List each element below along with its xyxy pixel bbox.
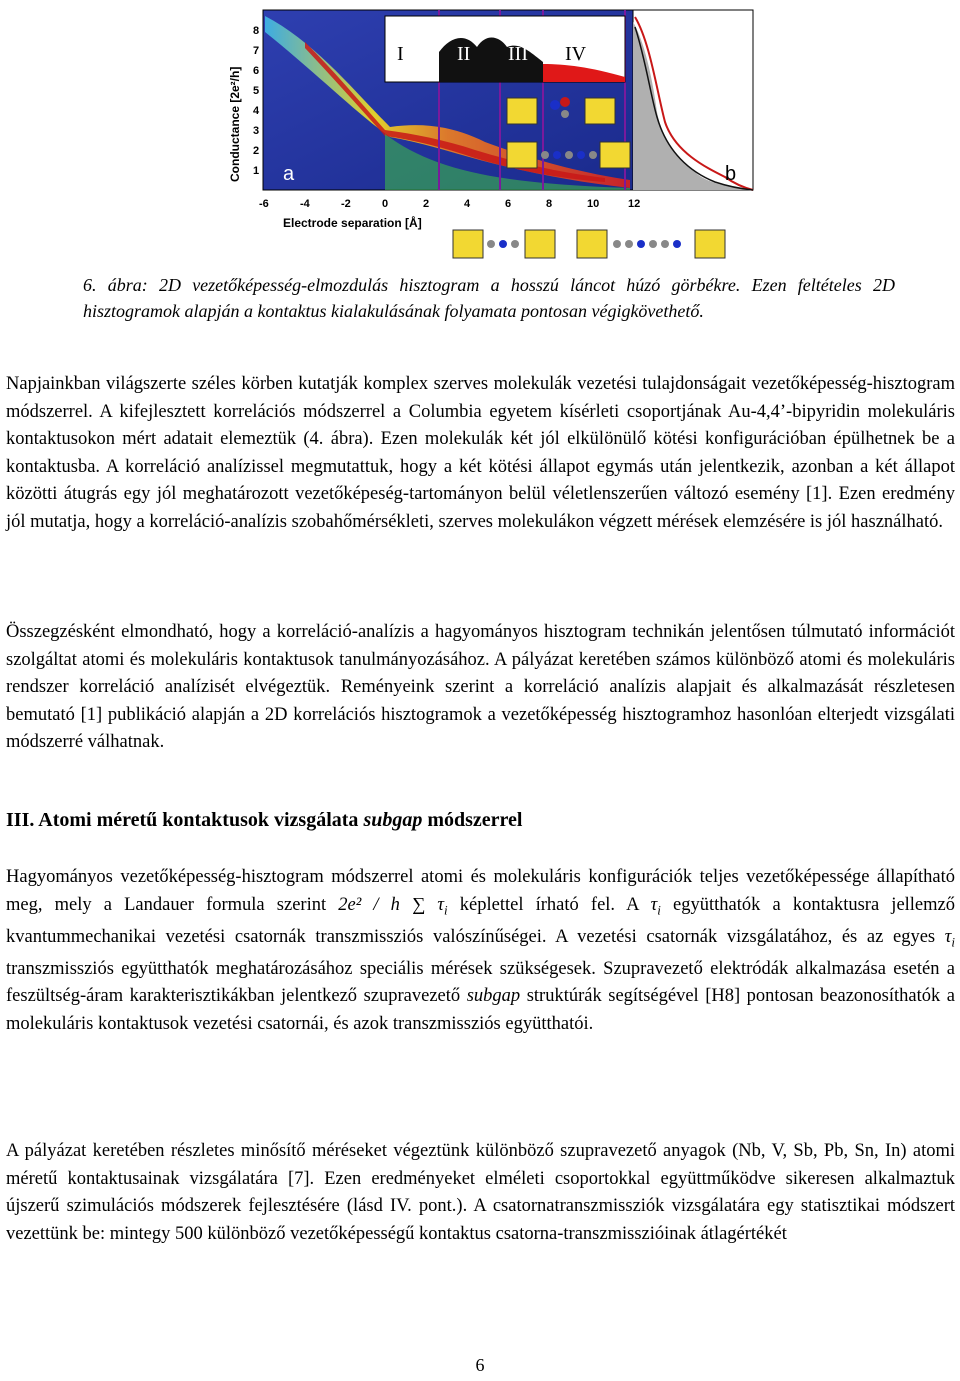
y-tick-label: 4 [253,105,260,117]
electrode-schematic-bottom-right [577,230,725,258]
y-tick-label: 7 [253,45,260,57]
x-tick-label: 8 [546,198,553,210]
x-tick-label: 12 [628,198,641,210]
landauer-formula: 2e² / h ∑ $\tau_i$ [338,894,448,918]
x-tick-label: 4 [464,198,471,210]
region-label-3: III [508,43,528,65]
y-tick-label: 6 [253,65,260,77]
y-tick-label: 1 [253,165,260,177]
paragraph-summary: Összegzésként elmondható, hogy a korreláció-analízis a hagyományos hisztogram technikán jelentősen túlmutató információt szolgáltat atomi és molekuláris kontaktusok tanulmányozásához. A pályázat keretében számos különböző atomi és molekuláris rendszer korreláció analízisét elvégeztük. Reményeink szerint a korreláció analízis alapjait és alkalmazását részletesen bemutató [1] publikáció alapján a 2D korrelációs hisztogramok a vezetőképesség hisztogramhoz hasonlóan elterjedt vizsgálati módszerré válhatnak. [6,622,955,752]
x-tick-label: 0 [382,198,389,210]
x-tick-label: -4 [300,198,310,210]
panel-label-a: a [283,163,295,185]
figure-caption: 6. ábra: 2D vezetőképesség-elmozdulás hisztogram a hosszú láncot húzó görbékre. Ezen feltételes 2D hisztogramok alapján a kontaktus kialakulásának folyamata pontosan végigkövethető. [83,275,895,321]
panel-label-b: b [725,163,737,185]
x-tick-label: 6 [505,198,512,210]
y-tick-label: 8 [253,25,260,37]
x-tick-label: -2 [341,198,351,210]
region-label-1: I [397,43,404,65]
region-label-4: IV [565,43,587,65]
y-tick-label: 5 [253,85,260,97]
section-heading: III. Atomi méretű kontaktusok vizsgálata subgap módszerrel [6,809,523,831]
paragraph-bipyridin: Napjainkban világszerte széles körben kutatják komplex szerves molekulák vezetési tulajdonságait vezetőképesség-hisztogram módszerrel. A kifejlesztett korrelációs módszerrel a Columbia egyetem kísérleti csoportjának Au-4,4’-bipyridin molekuláris kontaktusokon mért adatait elemeztük (4. ábra). Ezen molekulák két jól elkülönülő kötési konfigurációban épülhetnek be a kontaktusba. A korreláció analízissel megmutattuk, hogy a két kötési állapot egymás után jelentkezik, azonban a két állapot közötti átugrás egy jól meghatározott vezetőképeség-tartományon belül véletlenszerűen változó esemény [1]. Ezen eredmény jól mutatja, hogy a korreláció-analízis szobahőmérsékleti, szerves molekulákon végzett mérések elemzésére is jól használható. [6,374,955,532]
paragraph-superconductor: A pályázat keretében részletes minősítő méréseket végeztünk különböző szupravezető anyagok (Nb, V, Sb, Pb, Sn, In) atomi méretű kontaktusainak vizsgálatára [7]. Ezen eredményeket elméleti csoportokkal együttműködve sikeresen alkalmaztuk újszerű szimulációs módszerek fejlesztésére (lásd IV. pont.). A csatornatranszmissziók vizsgálatára egy statisztikai módszert vezettünk be: mintegy 500 különböző vezetőképességű kontaktus csatorna-transzmisszióinak átlagértékét [6,1141,955,1244]
y-tick-label: 2 [253,145,260,157]
x-tick-label: 2 [423,198,430,210]
y-ticks [253,25,260,177]
x-axis-label: Electrode separation [Å] [283,216,422,230]
tau-symbol-2: $\tau_i$ [944,926,955,950]
paragraph-landauer: Hagyományos vezetőképesség-hisztogram módszerrel atomi és molekuláris konfigurációk teljes vezetőképessége állapítható meg, mely a Landauer formula szerint 2e² / h ∑ $\tau_i$ képlettel írható fel. A $\tau_i$ együtthatók a kontaktusra jellemző kvantummechanikai vezetési csatornák transzmissziós valószínűségei. A vezetési csatornák vizsgálatához, és az egyes $\tau_i$ transzmissziós együtthatók meghatározásához speciális mérések szükségesek. Szupravezető elektródák alkalmazása esetén a feszültség-áram karakterisztikákban jelentkező szupravezető subgap struktúrák segítségével [H8] pontosan beazonosíthatók a molekuláris kontaktusok vezetési csatornái, és azok transzmissziós együtthatói. [6,867,955,1034]
x-tick-label: 10 [587,198,600,210]
y-tick-label: 3 [253,125,260,137]
electrode-schematic-bottom-left [453,230,555,258]
region-label-2: II [457,43,471,65]
conductance-histogram-figure [225,2,760,264]
x-ticks [259,198,640,210]
x-tick-label: -6 [259,198,269,210]
y-axis-label: Conductance [2e²/h] [228,66,242,182]
tau-symbol: $\tau_i$ [650,894,661,918]
page-number: 6 [475,1355,485,1375]
